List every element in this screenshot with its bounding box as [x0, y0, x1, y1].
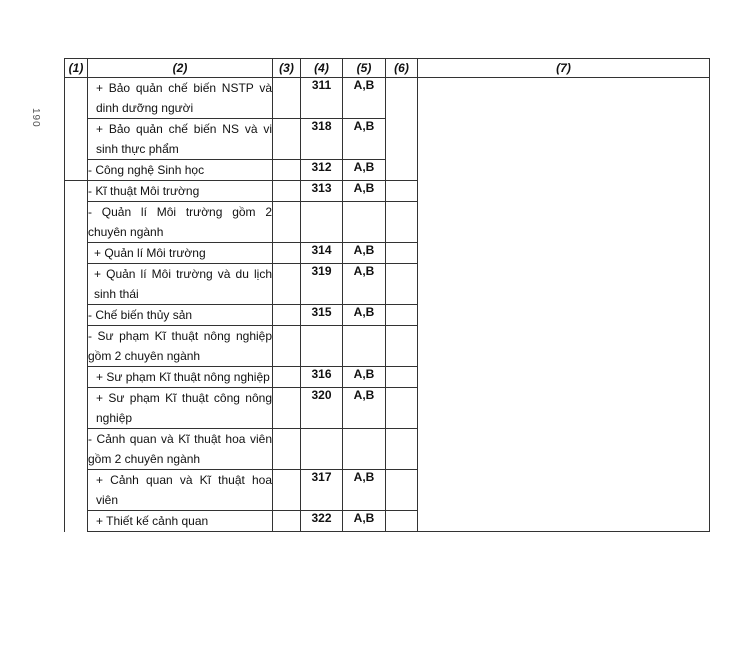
col3-cell — [273, 181, 301, 202]
exam-group: A,B — [343, 119, 386, 160]
header-col-5: (5) — [343, 59, 386, 78]
major-code: 320 — [301, 388, 343, 429]
exam-group: A,B — [343, 367, 386, 388]
exam-group — [343, 326, 386, 367]
header-col-4: (4) — [301, 59, 343, 78]
col3-cell — [273, 202, 301, 243]
major-name: + Cảnh quan và Kĩ thuật hoa viên — [88, 470, 273, 511]
col6-cell — [386, 181, 418, 202]
col3-cell — [273, 78, 301, 119]
major-name: + Quản lí Môi trường và du lịch sinh thái — [88, 264, 273, 305]
major-name: + Sư phạm Kĩ thuật nông nghiệp — [88, 367, 273, 388]
major-code — [301, 429, 343, 470]
col6-cell — [386, 511, 418, 532]
major-code: 312 — [301, 160, 343, 181]
col6-cell — [386, 264, 418, 305]
col1-cell — [65, 78, 88, 181]
header-col-6: (6) — [386, 59, 418, 78]
col3-cell — [273, 119, 301, 160]
col3-cell — [273, 326, 301, 367]
col3-cell — [273, 388, 301, 429]
page-number: 190 — [30, 108, 41, 128]
header-col-7: (7) — [418, 59, 710, 78]
exam-group: A,B — [343, 305, 386, 326]
col6-cell — [386, 202, 418, 243]
col3-cell — [273, 160, 301, 181]
header-row — [65, 59, 710, 78]
col6-cell — [386, 326, 418, 367]
major-name: - Sư phạm Kĩ thuật nông nghiệp gồm 2 chuyên ngành — [88, 326, 273, 367]
major-name: + Thiết kế cảnh quan — [88, 511, 273, 532]
major-code: 311 — [301, 78, 343, 119]
col6-cell — [386, 243, 418, 264]
major-name: + Bảo quản chế biến NSTP và dinh dưỡng người — [88, 78, 273, 119]
col3-cell — [273, 243, 301, 264]
major-code: 316 — [301, 367, 343, 388]
exam-group: A,B — [343, 264, 386, 305]
major-name: - Kĩ thuật Môi trường — [88, 181, 273, 202]
col3-cell — [273, 264, 301, 305]
exam-group: A,B — [343, 181, 386, 202]
col7-cell — [418, 78, 710, 532]
header-col-2: (2) — [88, 59, 273, 78]
exam-group: A,B — [343, 78, 386, 119]
col3-cell — [273, 470, 301, 511]
exam-group — [343, 202, 386, 243]
col6-cell — [386, 470, 418, 511]
col6-cell — [386, 78, 418, 181]
major-code — [301, 326, 343, 367]
header-col-1: (1) — [65, 59, 88, 78]
major-code: 319 — [301, 264, 343, 305]
major-code: 317 — [301, 470, 343, 511]
exam-group: A,B — [343, 160, 386, 181]
col3-cell — [273, 367, 301, 388]
exam-group: A,B — [343, 511, 386, 532]
major-name: - Công nghệ Sinh học — [88, 160, 273, 181]
col3-cell — [273, 429, 301, 470]
exam-group: A,B — [343, 388, 386, 429]
col6-cell — [386, 388, 418, 429]
col6-cell — [386, 305, 418, 326]
col6-cell — [386, 367, 418, 388]
admissions-table — [64, 58, 710, 532]
header-col-3: (3) — [273, 59, 301, 78]
major-code: 315 — [301, 305, 343, 326]
major-name: - Cảnh quan và Kĩ thuật hoa viên gồm 2 chuyên ngành — [88, 429, 273, 470]
major-name: + Bảo quản chế biến NS và vi sinh thực phẩm — [88, 119, 273, 160]
col6-cell — [386, 429, 418, 470]
major-code: 313 — [301, 181, 343, 202]
major-name: - Quản lí Môi trường gồm 2 chuyên ngành — [88, 202, 273, 243]
col1-cell — [65, 181, 88, 532]
major-code: 322 — [301, 511, 343, 532]
table-row — [65, 78, 710, 119]
major-name: + Quản lí Môi trường — [88, 243, 273, 264]
exam-group: A,B — [343, 470, 386, 511]
col3-cell — [273, 305, 301, 326]
major-code: 318 — [301, 119, 343, 160]
col3-cell — [273, 511, 301, 532]
major-code — [301, 202, 343, 243]
exam-group — [343, 429, 386, 470]
major-name: + Sư phạm Kĩ thuật công nông nghiệp — [88, 388, 273, 429]
exam-group: A,B — [343, 243, 386, 264]
major-name: - Chế biến thủy sản — [88, 305, 273, 326]
major-code: 314 — [301, 243, 343, 264]
